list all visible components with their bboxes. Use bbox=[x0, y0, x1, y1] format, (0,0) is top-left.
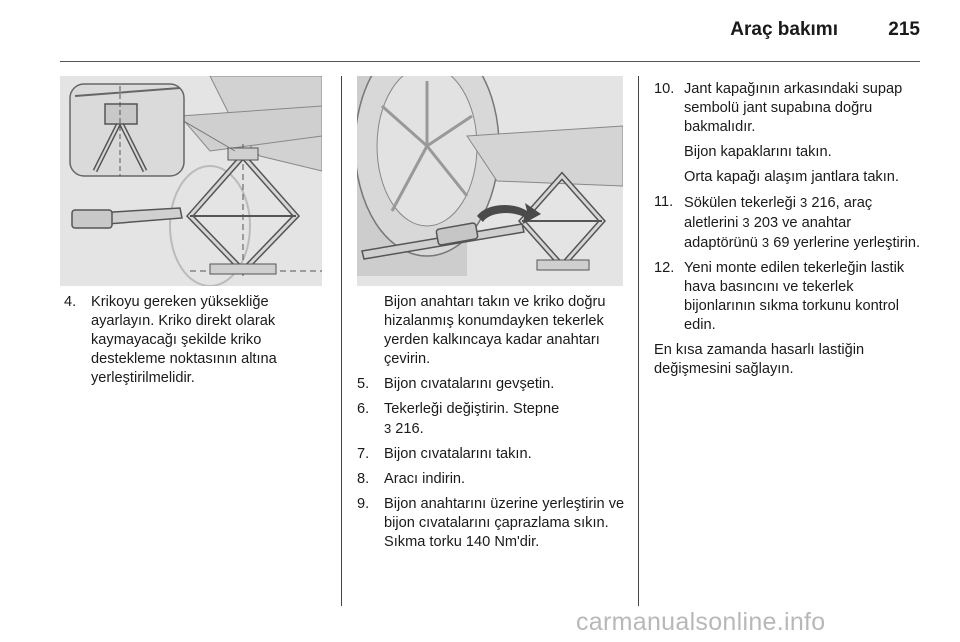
page-reference-link[interactable]: 216. bbox=[395, 421, 424, 437]
step-text: Jant kapağının arkasındaki supap sembolü jant supabına doğru bakmalıdır. bbox=[684, 81, 903, 135]
step-item bbox=[654, 80, 924, 137]
step-item bbox=[64, 293, 326, 388]
step-item bbox=[357, 495, 627, 552]
step-number: 10. bbox=[654, 81, 675, 97]
step-item bbox=[357, 400, 627, 439]
step-number: 9. bbox=[357, 496, 370, 512]
closing-note: En kısa zamanda hasarlı lastiğin değişmesini sağlayın. bbox=[654, 342, 865, 377]
page-reference-link[interactable]: 69 yerlerine yerleştirin. bbox=[773, 235, 921, 251]
page-number: 215 bbox=[888, 19, 920, 40]
watermark: carmanualsonline.info bbox=[576, 608, 826, 636]
page-header bbox=[0, 0, 960, 60]
step-number: 12. bbox=[654, 260, 675, 276]
step-item bbox=[654, 193, 924, 253]
step-item bbox=[357, 375, 627, 394]
header-divider bbox=[60, 61, 920, 62]
page-reference-arrow-icon: 3 bbox=[761, 235, 770, 250]
step-text: Bijon cıvatalarını takın. bbox=[384, 446, 532, 462]
page-reference-link[interactable]: 203 ve anahtar adaptörünü bbox=[684, 215, 852, 251]
jack-wrench-drawing bbox=[357, 76, 623, 286]
step-number: 6. bbox=[357, 401, 370, 417]
column-divider-left bbox=[341, 76, 342, 606]
jack-placement-illustration bbox=[60, 76, 322, 286]
page-reference-arrow-icon: 3 bbox=[384, 421, 392, 436]
step-number: 8. bbox=[357, 471, 370, 487]
jack-wrench-illustration bbox=[357, 76, 623, 286]
step-subtext: Orta kapağı alaşım jantlara takın. bbox=[684, 169, 899, 185]
step-text: Bijon anahtarını üzerine yerleştirin ve bijon cıvatalarını çaprazlama sıkın. Sıkma torku 140 Nm'dir. bbox=[384, 496, 625, 550]
column-2-text bbox=[357, 293, 627, 558]
step-text: Bijon cıvatalarını gevşetin. bbox=[384, 376, 555, 392]
step-text: Aracı indirin. bbox=[384, 471, 466, 487]
step-number: 11. bbox=[654, 194, 674, 210]
step-number: 5. bbox=[357, 376, 370, 392]
step-subtext: Bijon kapaklarını takın. bbox=[684, 144, 832, 160]
step-text: Tekerleği değiştirin. Stepne bbox=[384, 401, 560, 417]
step-text: Yeni monte edilen tekerleğin lastik hava basıncını ve tekerlek bijonlarının sıkma torkunu kontrol edin. bbox=[684, 260, 905, 333]
jack-placement-drawing bbox=[60, 76, 322, 286]
column-3-text bbox=[654, 80, 924, 385]
section-title: Araç bakımı bbox=[730, 19, 838, 40]
column-1-text bbox=[64, 293, 326, 394]
step-number: 4. bbox=[64, 294, 77, 310]
step-item bbox=[357, 470, 627, 489]
step-item bbox=[654, 259, 924, 335]
step-text: Krikoyu gereken yüksekliğe ayarlayın. Kriko direkt olarak kaymayacağı şekilde kriko destekleme noktasının altına yerleştirilmelidir. bbox=[91, 294, 277, 386]
column-divider-right bbox=[638, 76, 639, 606]
step-item bbox=[357, 445, 627, 464]
step-intro: Bijon anahtarı takın ve kriko doğru hizalanmış konumdayken tekerlek yerden kalkıncaya kadar anahtarı çevirin. bbox=[384, 294, 606, 367]
step-text: Sökülen tekerleği bbox=[684, 195, 796, 211]
page-reference-link[interactable]: 216, araç aletlerini bbox=[684, 195, 873, 231]
page-reference-arrow-icon: 3 bbox=[742, 215, 750, 230]
step-number: 7. bbox=[357, 446, 370, 462]
page-reference-arrow-icon: 3 bbox=[800, 195, 808, 210]
